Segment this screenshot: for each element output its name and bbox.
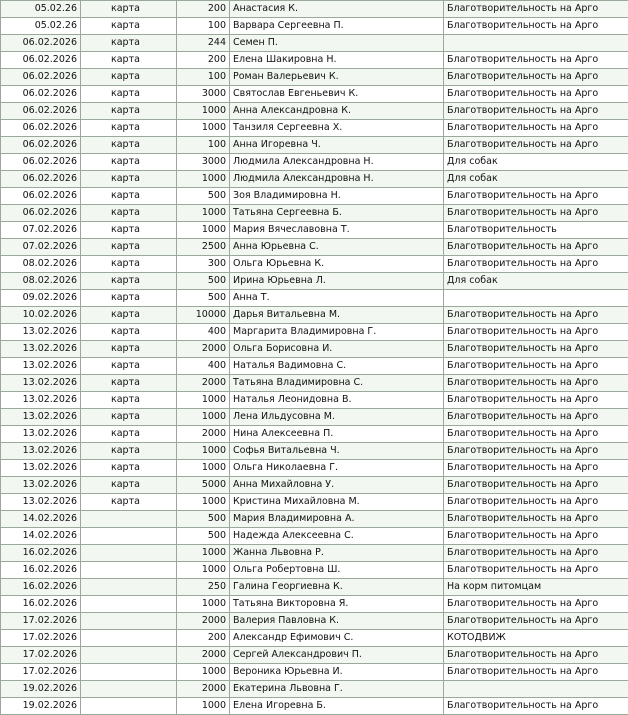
purpose-cell[interactable]: Благотворительность на Арго [444,69,628,86]
purpose-cell[interactable]: Благотворительность на Арго [444,477,628,494]
table-row [1,120,628,137]
amount-cell[interactable]: 100 [177,18,230,35]
table-row [1,562,628,579]
date-cell[interactable]: 08.02.2026 [1,256,81,273]
name-cell[interactable]: Валерия Павловна К. [230,613,444,630]
table-row [1,205,628,222]
method-cell[interactable]: карта [81,341,177,358]
method-cell[interactable] [81,681,177,698]
method-cell[interactable]: карта [81,375,177,392]
purpose-cell[interactable]: Благотворительность на Арго [444,698,628,715]
purpose-cell[interactable]: Благотворительность на Арго [444,86,628,103]
table-row [1,630,628,647]
amount-cell[interactable]: 400 [177,324,230,341]
date-cell[interactable]: 08.02.2026 [1,273,81,290]
table-row [1,528,628,545]
name-cell[interactable]: Роман Валерьевич К. [230,69,444,86]
name-cell[interactable]: Анна Михайловна У. [230,477,444,494]
name-cell[interactable]: Людмила Александровна Н. [230,171,444,188]
table-row [1,477,628,494]
amount-cell[interactable]: 1000 [177,171,230,188]
method-cell[interactable]: карта [81,103,177,120]
amount-cell[interactable]: 1000 [177,494,230,511]
method-cell[interactable]: карта [81,205,177,222]
amount-cell[interactable]: 1000 [177,596,230,613]
purpose-cell[interactable]: Благотворительность на Арго [444,545,628,562]
date-cell[interactable]: 19.02.2026 [1,681,81,698]
date-cell[interactable]: 19.02.2026 [1,698,81,715]
name-cell[interactable]: Наталья Леонидовна В. [230,392,444,409]
name-cell[interactable]: Кристина Михайловна М. [230,494,444,511]
amount-cell[interactable]: 2500 [177,239,230,256]
date-cell[interactable]: 06.02.2026 [1,120,81,137]
name-cell[interactable]: Нина Алексеевна П. [230,426,444,443]
purpose-cell[interactable]: Благотворительность на Арго [444,392,628,409]
purpose-cell[interactable]: Благотворительность на Арго [444,307,628,324]
name-cell[interactable]: Сергей Александрович П. [230,647,444,664]
name-cell[interactable]: Вероника Юрьевна И. [230,664,444,681]
method-cell[interactable] [81,596,177,613]
purpose-cell[interactable] [444,290,628,307]
date-cell[interactable]: 05.02.26 [1,1,81,18]
name-cell[interactable]: Татьяна Владимировна С. [230,375,444,392]
table-row [1,256,628,273]
method-cell[interactable] [81,613,177,630]
table-row [1,103,628,120]
table-row [1,698,628,715]
date-cell[interactable]: 07.02.2026 [1,239,81,256]
purpose-cell[interactable]: КОТОДВИЖ [444,630,628,647]
method-cell[interactable]: карта [81,86,177,103]
amount-cell[interactable]: 3000 [177,86,230,103]
amount-cell[interactable]: 1000 [177,409,230,426]
date-cell[interactable]: 06.02.2026 [1,171,81,188]
amount-cell[interactable]: 2000 [177,647,230,664]
table-row [1,647,628,664]
date-cell[interactable]: 06.02.2026 [1,205,81,222]
name-cell[interactable]: Елена Шакировна Н. [230,52,444,69]
purpose-cell[interactable]: Благотворительность на Арго [444,375,628,392]
name-cell[interactable]: Танзиля Сергеевна Х. [230,120,444,137]
name-cell[interactable]: Софья Витальевна Ч. [230,443,444,460]
amount-cell[interactable]: 1000 [177,205,230,222]
purpose-cell[interactable]: Для собак [444,273,628,290]
purpose-cell[interactable]: Благотворительность на Арго [444,443,628,460]
name-cell[interactable]: Александр Ефимович С. [230,630,444,647]
name-cell[interactable]: Анна Игоревна Ч. [230,137,444,154]
name-cell[interactable]: Татьяна Сергеевна Б. [230,205,444,222]
table-row [1,86,628,103]
date-cell[interactable]: 09.02.2026 [1,290,81,307]
date-cell[interactable]: 17.02.2026 [1,664,81,681]
table-row [1,579,628,596]
method-cell[interactable] [81,545,177,562]
name-cell[interactable]: Елена Игоревна Б. [230,698,444,715]
purpose-cell[interactable] [444,681,628,698]
date-cell[interactable]: 05.02.26 [1,18,81,35]
table-row [1,52,628,69]
table-row [1,1,628,18]
table-row [1,18,628,35]
date-cell[interactable]: 16.02.2026 [1,545,81,562]
method-cell[interactable]: карта [81,494,177,511]
donations-table-body [1,1,628,715]
name-cell[interactable]: Святослав Евгеньевич К. [230,86,444,103]
method-cell[interactable]: карта [81,69,177,86]
amount-cell[interactable]: 1000 [177,103,230,120]
purpose-cell[interactable]: Для собак [444,154,628,171]
purpose-cell[interactable]: Благотворительность на Арго [444,358,628,375]
method-cell[interactable] [81,630,177,647]
table-row [1,664,628,681]
method-cell[interactable]: карта [81,409,177,426]
date-cell[interactable]: 13.02.2026 [1,341,81,358]
amount-cell[interactable]: 250 [177,579,230,596]
amount-cell[interactable]: 1000 [177,562,230,579]
date-cell[interactable]: 06.02.2026 [1,52,81,69]
method-cell[interactable] [81,511,177,528]
name-cell[interactable]: Анна Т. [230,290,444,307]
amount-cell[interactable]: 1000 [177,120,230,137]
amount-cell[interactable]: 1000 [177,460,230,477]
table-row [1,392,628,409]
name-cell[interactable]: Татьяна Викторовна Я. [230,596,444,613]
purpose-cell[interactable]: Благотворительность на Арго [444,409,628,426]
date-cell[interactable]: 14.02.2026 [1,528,81,545]
date-cell[interactable]: 10.02.2026 [1,307,81,324]
name-cell[interactable]: Зоя Владимировна Н. [230,188,444,205]
method-cell[interactable]: карта [81,222,177,239]
method-cell[interactable] [81,698,177,715]
amount-cell[interactable]: 2000 [177,426,230,443]
amount-cell[interactable]: 100 [177,69,230,86]
amount-cell[interactable]: 244 [177,35,230,52]
purpose-cell[interactable]: Благотворительность на Арго [444,562,628,579]
name-cell[interactable]: Наталья Вадимовна С. [230,358,444,375]
table-row [1,35,628,52]
method-cell[interactable]: карта [81,239,177,256]
table-row [1,171,628,188]
amount-cell[interactable]: 10000 [177,307,230,324]
name-cell[interactable]: Анна Александровна К. [230,103,444,120]
name-cell[interactable]: Анастасия К. [230,1,444,18]
table-row [1,154,628,171]
name-cell[interactable]: Жанна Львовна Р. [230,545,444,562]
name-cell[interactable]: Ольга Юрьевна К. [230,256,444,273]
purpose-cell[interactable] [444,35,628,52]
purpose-cell[interactable]: Благотворительность на Арго [444,120,628,137]
amount-cell[interactable]: 1000 [177,443,230,460]
purpose-cell[interactable]: Благотворительность на Арго [444,18,628,35]
method-cell[interactable]: карта [81,1,177,18]
date-cell[interactable]: 14.02.2026 [1,511,81,528]
amount-cell[interactable]: 200 [177,630,230,647]
date-cell[interactable]: 17.02.2026 [1,613,81,630]
name-cell[interactable]: Людмила Александровна Н. [230,154,444,171]
amount-cell[interactable]: 500 [177,290,230,307]
amount-cell[interactable]: 500 [177,511,230,528]
name-cell[interactable]: Ольга Николаевна Г. [230,460,444,477]
date-cell[interactable]: 13.02.2026 [1,409,81,426]
amount-cell[interactable]: 300 [177,256,230,273]
method-cell[interactable]: карта [81,273,177,290]
date-cell[interactable]: 06.02.2026 [1,69,81,86]
method-cell[interactable] [81,562,177,579]
purpose-cell[interactable]: Благотворительность на Арго [444,205,628,222]
method-cell[interactable]: карта [81,324,177,341]
date-cell[interactable]: 06.02.2026 [1,35,81,52]
purpose-cell[interactable]: Благотворительность [444,222,628,239]
table-row [1,290,628,307]
method-cell[interactable] [81,579,177,596]
method-cell[interactable]: карта [81,426,177,443]
amount-cell[interactable]: 5000 [177,477,230,494]
table-row [1,409,628,426]
name-cell[interactable]: Надежда Алексеевна С. [230,528,444,545]
purpose-cell[interactable]: Благотворительность на Арго [444,460,628,477]
date-cell[interactable]: 13.02.2026 [1,494,81,511]
table-row [1,222,628,239]
date-cell[interactable]: 13.02.2026 [1,426,81,443]
purpose-cell[interactable]: Благотворительность на Арго [444,137,628,154]
method-cell[interactable]: карта [81,443,177,460]
name-cell[interactable]: Екатерина Львовна Г. [230,681,444,698]
name-cell[interactable]: Ольга Робертовна Ш. [230,562,444,579]
table-row [1,613,628,630]
amount-cell[interactable]: 2000 [177,341,230,358]
amount-cell[interactable]: 2000 [177,681,230,698]
method-cell[interactable]: карта [81,392,177,409]
amount-cell[interactable]: 3000 [177,154,230,171]
date-cell[interactable]: 13.02.2026 [1,358,81,375]
table-row [1,137,628,154]
purpose-cell[interactable]: Благотворительность на Арго [444,426,628,443]
purpose-cell[interactable]: Благотворительность на Арго [444,239,628,256]
table-row [1,307,628,324]
name-cell[interactable]: Мария Владимировна А. [230,511,444,528]
method-cell[interactable]: карта [81,188,177,205]
table-row [1,358,628,375]
date-cell[interactable]: 06.02.2026 [1,103,81,120]
table-row [1,188,628,205]
purpose-cell[interactable]: Благотворительность на Арго [444,1,628,18]
date-cell[interactable]: 16.02.2026 [1,562,81,579]
name-cell[interactable]: Дарья Витальевна М. [230,307,444,324]
amount-cell[interactable]: 1000 [177,545,230,562]
method-cell[interactable] [81,528,177,545]
date-cell[interactable]: 13.02.2026 [1,324,81,341]
method-cell[interactable]: карта [81,460,177,477]
method-cell[interactable]: карта [81,120,177,137]
name-cell[interactable]: Ольга Борисовна И. [230,341,444,358]
amount-cell[interactable]: 1000 [177,664,230,681]
purpose-cell[interactable]: Благотворительность на Арго [444,324,628,341]
date-cell[interactable]: 13.02.2026 [1,460,81,477]
date-cell[interactable]: 17.02.2026 [1,630,81,647]
name-cell[interactable]: Варвара Сергеевна П. [230,18,444,35]
purpose-cell[interactable]: Благотворительность на Арго [444,596,628,613]
method-cell[interactable]: карта [81,307,177,324]
date-cell[interactable]: 17.02.2026 [1,647,81,664]
name-cell[interactable]: Лена Ильдусовна М. [230,409,444,426]
date-cell[interactable]: 13.02.2026 [1,392,81,409]
table-row [1,460,628,477]
purpose-cell[interactable]: На корм питомцам [444,579,628,596]
method-cell[interactable]: карта [81,154,177,171]
purpose-cell[interactable]: Благотворительность на Арго [444,52,628,69]
purpose-cell[interactable]: Благотворительность на Арго [444,528,628,545]
purpose-cell[interactable]: Благотворительность на Арго [444,341,628,358]
method-cell[interactable]: карта [81,477,177,494]
date-cell[interactable]: 06.02.2026 [1,154,81,171]
method-cell[interactable]: карта [81,290,177,307]
date-cell[interactable]: 13.02.2026 [1,477,81,494]
date-cell[interactable]: 13.02.2026 [1,375,81,392]
purpose-cell[interactable]: Благотворительность на Арго [444,647,628,664]
date-cell[interactable]: 06.02.2026 [1,86,81,103]
amount-cell[interactable]: 500 [177,188,230,205]
purpose-cell[interactable]: Благотворительность на Арго [444,188,628,205]
method-cell[interactable]: карта [81,18,177,35]
amount-cell[interactable]: 2000 [177,375,230,392]
purpose-cell[interactable]: Благотворительность на Арго [444,664,628,681]
method-cell[interactable]: карта [81,35,177,52]
date-cell[interactable]: 16.02.2026 [1,579,81,596]
amount-cell[interactable]: 1000 [177,222,230,239]
table-row [1,239,628,256]
table-row [1,494,628,511]
name-cell[interactable]: Анна Юрьевна С. [230,239,444,256]
table-row [1,545,628,562]
method-cell[interactable]: карта [81,256,177,273]
amount-cell[interactable]: 200 [177,52,230,69]
method-cell[interactable] [81,664,177,681]
name-cell[interactable]: Семен П. [230,35,444,52]
date-cell[interactable]: 16.02.2026 [1,596,81,613]
purpose-cell[interactable]: Благотворительность на Арго [444,103,628,120]
name-cell[interactable]: Маргарита Владимировна Г. [230,324,444,341]
date-cell[interactable]: 07.02.2026 [1,222,81,239]
purpose-cell[interactable]: Благотворительность на Арго [444,511,628,528]
amount-cell[interactable]: 1000 [177,698,230,715]
amount-cell[interactable]: 1000 [177,392,230,409]
name-cell[interactable]: Мария Вячеславовна Т. [230,222,444,239]
purpose-cell[interactable]: Благотворительность на Арго [444,613,628,630]
table-row [1,681,628,698]
method-cell[interactable]: карта [81,171,177,188]
table-row [1,426,628,443]
purpose-cell[interactable]: Благотворительность на Арго [444,256,628,273]
method-cell[interactable] [81,647,177,664]
name-cell[interactable]: Галина Георгиевна К. [230,579,444,596]
purpose-cell[interactable]: Благотворительность на Арго [444,494,628,511]
method-cell[interactable]: карта [81,358,177,375]
table-row [1,511,628,528]
amount-cell[interactable]: 200 [177,1,230,18]
amount-cell[interactable]: 100 [177,137,230,154]
method-cell[interactable]: карта [81,52,177,69]
purpose-cell[interactable]: Для собак [444,171,628,188]
date-cell[interactable]: 06.02.2026 [1,137,81,154]
method-cell[interactable]: карта [81,137,177,154]
table-row [1,596,628,613]
table-row [1,324,628,341]
table-row [1,443,628,460]
table-row [1,273,628,290]
amount-cell[interactable]: 2000 [177,613,230,630]
table-row [1,375,628,392]
table-row [1,341,628,358]
name-cell[interactable]: Ирина Юрьевна Л. [230,273,444,290]
amount-cell[interactable]: 500 [177,528,230,545]
amount-cell[interactable]: 500 [177,273,230,290]
amount-cell[interactable]: 400 [177,358,230,375]
date-cell[interactable]: 06.02.2026 [1,188,81,205]
date-cell[interactable]: 13.02.2026 [1,443,81,460]
table-row [1,69,628,86]
